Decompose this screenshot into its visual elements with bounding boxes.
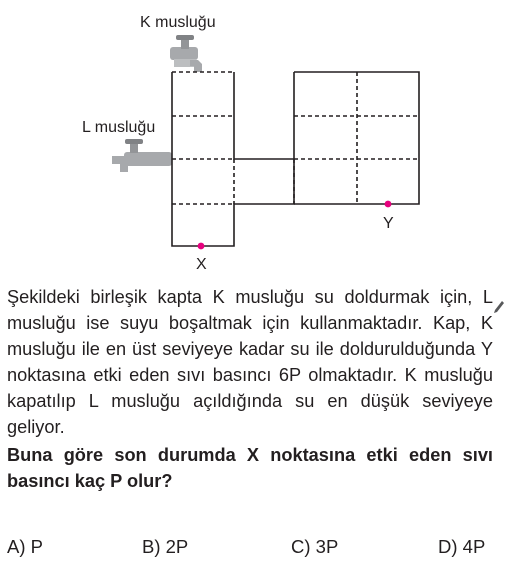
question-prompt: Buna göre son durumda X noktasına etki eden sıvı basıncı kaç P olur? [7,445,493,491]
pen-mark-icon [494,301,504,313]
question-paragraph: Şekildeki birleşik kapta K musluğu su doldurmak için, L musluğu ise suyu boşaltmak için kullanmaktadır. Kap, K musluğu ile en üst seviyeye kadar su ile doldurulduğunda Y noktasına etki eden sıvı basıncı 6P olmaktadır. K musluğu kapatılıp L musluğu açıldığında su en düşük seviyeye geliyor. [7,287,493,437]
dashed-grid [172,72,419,204]
choice-a[interactable]: A) P [7,536,43,557]
choice-c[interactable]: C) 3P [291,536,339,557]
tap-l-icon [112,139,172,172]
choice-d[interactable]: D) 4P [438,536,486,557]
tap-l-label: L musluğu [82,119,156,136]
point-y-label: Y [383,215,394,232]
point-x-marker [198,243,205,250]
point-x-label: X [196,256,207,273]
choice-b[interactable]: B) 2P [142,536,189,557]
tap-k-icon [170,35,202,72]
point-y-marker [385,201,392,208]
tap-k-label: K musluğu [140,14,216,31]
vessel-figure [0,0,505,285]
question-block [7,284,493,494]
